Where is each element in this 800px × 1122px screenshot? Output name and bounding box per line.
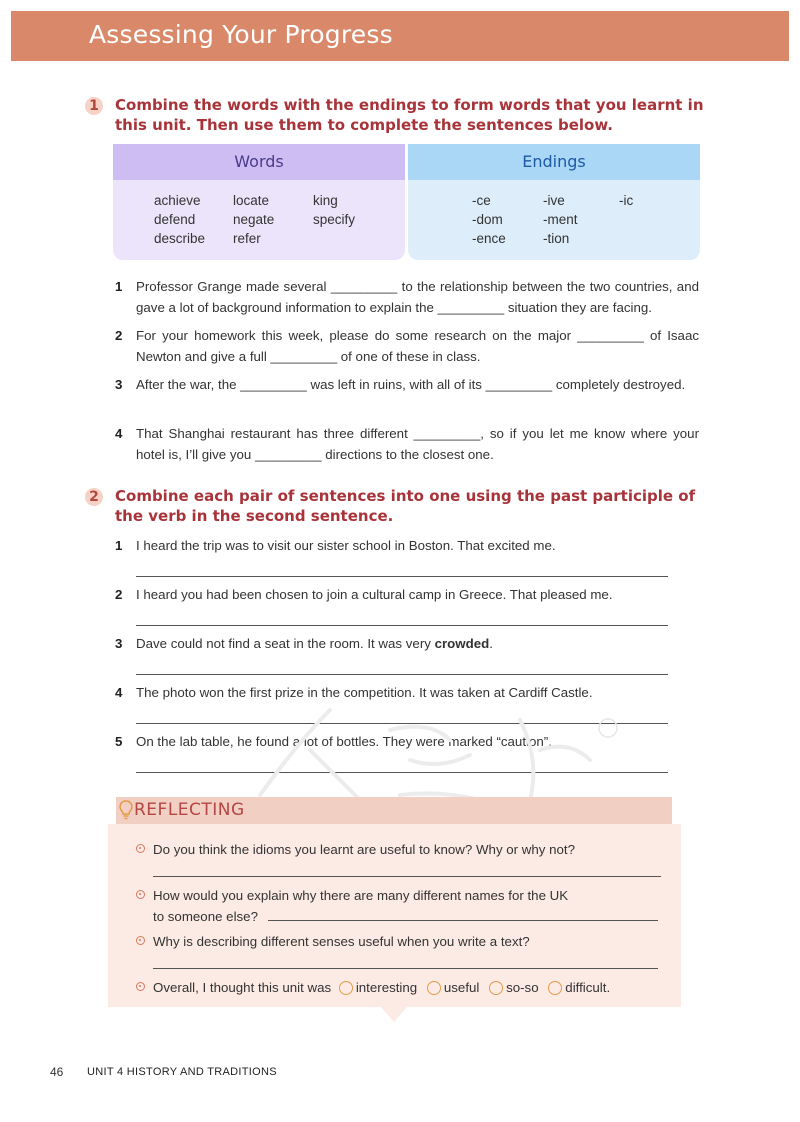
option-difficult[interactable] xyxy=(544,977,610,998)
answer-line[interactable] xyxy=(136,674,668,675)
watermark-decoration xyxy=(240,700,640,810)
ending-item: -ment xyxy=(543,212,578,227)
endings-heading: Endings xyxy=(408,144,700,180)
unit-label: UNIT 4 HISTORY AND TRADITIONS xyxy=(87,1066,277,1078)
reflecting-header xyxy=(116,797,672,824)
question-text: Do you think the idioms you learnt are useful to know? Why or why not? xyxy=(153,842,576,857)
task-1-sentence xyxy=(115,325,699,367)
sentence-number: 3 xyxy=(115,636,123,651)
task-1-sentence xyxy=(115,374,699,395)
radio-circle-icon[interactable] xyxy=(489,981,503,995)
page-title: Assessing Your Progress xyxy=(89,20,393,49)
bullet-icon xyxy=(136,844,145,853)
ending-item: -ive xyxy=(543,193,565,208)
sentence-number: 1 xyxy=(115,279,123,294)
sentence-number: 4 xyxy=(115,685,123,700)
page-number: 46 xyxy=(50,1065,64,1079)
word-item: defend xyxy=(154,212,196,227)
bullet-icon xyxy=(136,890,145,899)
task-2-title: Combine each pair of sentences into one using the past participle of the verb in the second sentence. xyxy=(115,487,696,525)
bullet-icon xyxy=(136,982,145,991)
sentence-text xyxy=(136,633,699,654)
option-label: interesting xyxy=(355,980,418,995)
question-text xyxy=(153,977,676,998)
header-banner xyxy=(11,11,789,61)
bold-word: crowded xyxy=(434,636,490,651)
sentence-text: For your homework this week, please do some research on the major _________ of Isaac Newton and give a full _________ of one of these in class. xyxy=(136,328,699,364)
sentence-text: I heard you had been chosen to join a cultural camp in Greece. That pleased me. xyxy=(136,587,613,602)
radio-circle-icon[interactable] xyxy=(548,981,562,995)
sentence-number: 1 xyxy=(115,538,123,553)
word-item: locate xyxy=(233,193,270,208)
words-box xyxy=(113,144,405,260)
task-2-sentence xyxy=(115,535,699,556)
ending-item: -tion xyxy=(543,231,570,246)
task-1-title: Combine the words with the endings to form words that you learnt in this unit. Then use them to complete the sentences below. xyxy=(115,96,704,134)
answer-line[interactable] xyxy=(153,876,661,877)
task-2-sentence xyxy=(115,633,699,654)
word-item: achieve xyxy=(154,193,201,208)
sentence-number: 2 xyxy=(115,328,123,343)
option-interesting[interactable] xyxy=(335,977,417,998)
sentence-number: 2 xyxy=(115,587,123,602)
option-label: useful xyxy=(443,980,480,995)
sentence-number: 5 xyxy=(115,734,123,749)
radio-circle-icon[interactable] xyxy=(427,981,441,995)
word-item: king xyxy=(313,193,338,208)
reflect-question xyxy=(136,977,676,998)
bullet-icon xyxy=(136,936,145,945)
sentence-text: On the lab table, he found a lot of bottles. They were marked “caution”. xyxy=(136,734,552,749)
reflect-question xyxy=(136,839,676,860)
answer-line[interactable] xyxy=(153,968,658,969)
words-heading: Words xyxy=(113,144,405,180)
task-1-number: 1 xyxy=(85,97,103,115)
ending-item: -ence xyxy=(472,231,506,246)
sentence-text: That Shanghai restaurant has three different _________, so if you let me know where your hotel is, I’ll give you _________ directions to the closest one. xyxy=(136,426,699,462)
ending-item: -ic xyxy=(619,193,634,208)
option-label: so-so xyxy=(506,980,539,995)
sentence-text-part: Dave could not find a seat in the room. It was very xyxy=(136,636,435,651)
ending-item: -ce xyxy=(472,193,491,208)
overall-prefix: Overall, I thought this unit was xyxy=(153,980,332,995)
option-useful[interactable] xyxy=(423,977,479,998)
sentence-number: 4 xyxy=(115,426,123,441)
question-text: to someone else? xyxy=(153,909,258,924)
ending-item: -dom xyxy=(472,212,503,227)
endings-grid xyxy=(472,192,679,248)
answer-line[interactable] xyxy=(136,625,668,626)
question-text: How would you explain why there are many different names for the UK xyxy=(153,888,569,903)
reflect-question xyxy=(136,931,676,952)
word-item: describe xyxy=(154,231,206,246)
word-item: specify xyxy=(313,212,356,227)
word-item: negate xyxy=(233,212,275,227)
sentence-text-part: . xyxy=(489,636,493,651)
sentence-text: I heard the trip was to visit our sister school in Boston. That excited me. xyxy=(136,538,556,553)
sentence-number: 3 xyxy=(115,377,123,392)
question-text: Why is describing different senses useful when you write a text? xyxy=(153,934,530,949)
answer-line[interactable] xyxy=(268,920,658,921)
sentence-text: After the war, the _________ was left in ruins, with all of its _________ completely destroyed. xyxy=(136,377,686,392)
sentence-text: The photo won the first prize in the competition. It was taken at Cardiff Castle. xyxy=(136,685,593,700)
sentence-text: Professor Grange made several _________ to the relationship between the two countries, and gave a lot of background information to explain the _________ situation they are facing. xyxy=(136,279,699,315)
lightbulb-icon xyxy=(119,800,133,820)
radio-circle-icon[interactable] xyxy=(339,981,353,995)
task-2-sentence xyxy=(115,584,699,605)
task-1-sentence xyxy=(115,276,699,318)
task-2-number: 2 xyxy=(85,488,103,506)
word-item: refer xyxy=(233,231,261,246)
task-1-sentence xyxy=(115,423,699,465)
option-so-so[interactable] xyxy=(485,977,539,998)
endings-box xyxy=(408,144,700,260)
reflecting-panel-notch xyxy=(380,1006,408,1022)
words-grid xyxy=(154,192,393,248)
reflecting-title: REFLECTING xyxy=(134,800,245,820)
option-label: difficult. xyxy=(565,980,611,995)
answer-line[interactable] xyxy=(136,576,668,577)
